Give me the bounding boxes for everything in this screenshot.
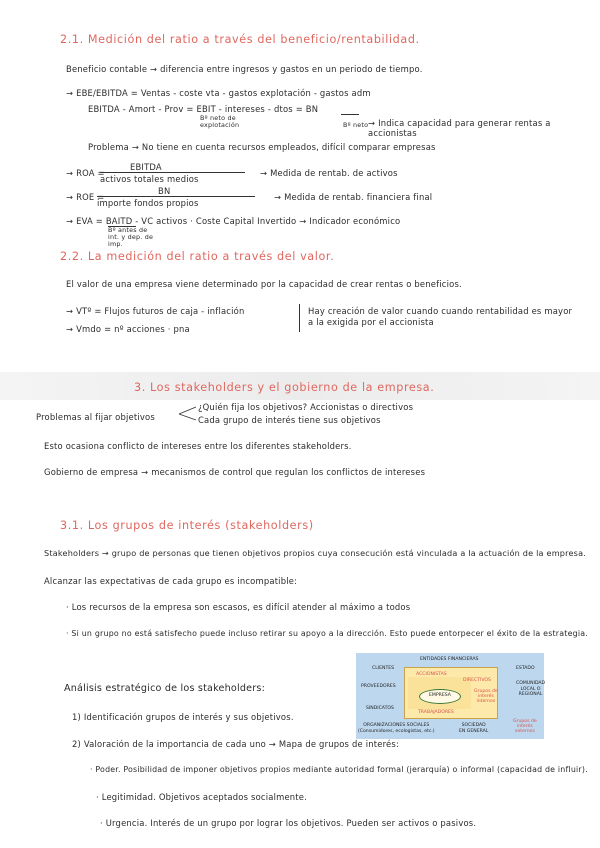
ebitda-formula: EBITDA - Amort - Prov = EBIT - intereses - dtos = BN — [88, 104, 319, 114]
bullet-satisfecho: · Si un grupo no está satisfecho puede incluso retirar su apoyo a la dirección. Esto puede entorpecer el éxito de la estrategia. — [66, 629, 588, 638]
stakeholders-definition: Stakeholders → grupo de personas que tienen objetivos propios cuya consecución está vinculada a la actuación de la empresa. — [44, 548, 587, 558]
diagram-comunidad: COMUNIDAD LOCAL O REGIONAL — [516, 681, 546, 697]
branch-arrow-icon — [178, 403, 200, 423]
section-2-2-title: 2.2. La medición del ratio a través del valor. — [60, 250, 335, 263]
roa-denominator: activos totales medios — [100, 174, 199, 184]
valor-line: El valor de una empresa viene determinado por la capacidad de crear rentas o beneficios. — [66, 279, 462, 289]
problemas-fijar: Problemas al fijar objetivos — [36, 412, 155, 422]
roa-desc: → Medida de rentab. de activos — [260, 168, 398, 178]
section-2-1-title: 2.1. Medición del ratio a través del beneficio/rentabilidad. — [60, 33, 420, 46]
diagram-grupos-internos: Grupos de interés internos — [474, 689, 498, 705]
bullet-recursos: · Los recursos de la empresa son escasos, es difícil atender al máximo a todos — [66, 602, 411, 612]
roe-desc: → Medida de rentab. financiera final — [274, 192, 433, 202]
roa-numerator: EBITDA — [130, 162, 162, 172]
eva-formula: → EVA = BAITD - VC activos · Coste Capital Invertido → Indicador económico — [66, 216, 401, 226]
bullet-legitimidad: · Legitimidad. Objetivos aceptados socialmente. — [96, 792, 308, 802]
section-3-1-title: 3.1. Los grupos de interés (stakeholders) — [60, 519, 314, 532]
hay-creacion: Hay creación de valor cuando cuando rentabilidad es mayor a la exigida por el accionista — [308, 306, 573, 327]
diagram-grupos-externos: Grupos de interés externos — [513, 719, 537, 735]
diagram-entidades: ENTIDADES FINANCIERAS — [420, 657, 479, 662]
analisis-title: Análisis estratégico de los stakeholders: — [64, 683, 266, 694]
eva-note: Bº antes de int. y dep. de imp. — [108, 226, 154, 248]
step-2: 2) Valoración de la importancia de cada uno → Mapa de grupos de interés: — [72, 739, 399, 749]
ebe-formula: → EBE/EBITDA = Ventas - coste vta - gastos explotación - gastos adm — [66, 88, 371, 98]
diagram-clientes: CLIENTES — [372, 666, 395, 671]
diagram-estado: ESTADO — [516, 666, 535, 671]
gobierno-empresa: Gobierno de empresa → mecanismos de control que regulan los conflictos de intereses — [44, 467, 426, 477]
diagram-sindicatos: SINDICATOS — [366, 706, 394, 711]
diagram-directivos: DIRECTIVOS — [463, 678, 491, 683]
diagram-accionistas: ACCIONISTAS — [416, 672, 447, 677]
alcanzar-line: Alcanzar las expectativas de cada grupo es incompatible: — [44, 576, 298, 586]
vt-formula: → VTº = Flujos futuros de caja - inflación — [66, 306, 245, 316]
step-1: 1) Identificación grupos de interés y sus objetivos. — [72, 712, 294, 722]
divider-bar — [299, 304, 300, 332]
roa-label: → ROA = — [66, 168, 105, 178]
roe-label: → ROE = — [66, 192, 105, 202]
bullet-urgencia: · Urgencia. Interés de un grupo por lograr los objetivos. Pueden ser activos o pasivos. — [100, 818, 477, 828]
bn-indica: → Indica capacidad para generar rentas a accionistas — [368, 118, 551, 138]
roe-denominator: importe fondos propios — [97, 198, 199, 208]
diagram-empresa: EMPRESA — [429, 693, 451, 698]
diagram-trabajadores: TRABAJADORES — [418, 710, 454, 715]
diagram-sociedad: SOCIEDAD EN GENERAL — [459, 723, 489, 734]
bullet-poder: · Poder. Posibilidad de imponer objetivos propios mediante autoridad formal (jerarquía) o informal (capacidad de influir). — [90, 765, 588, 774]
cada-grupo: Cada grupo de interés tiene sus objetivos — [198, 415, 381, 425]
vmdo-formula: → Vmdo = nº acciones · pna — [66, 324, 190, 334]
bn-note: Bº neto — [343, 121, 369, 129]
section-3-title: 3. Los stakeholders y el gobierno de la empresa. — [134, 381, 435, 394]
diagram-proveedores: PROVEEDORES — [361, 684, 396, 689]
roe-fraction-line — [97, 196, 255, 197]
beneficio-contable-line: Beneficio contable → diferencia entre ingresos y gastos en un periodo de tiempo. — [66, 64, 423, 74]
bn-underline — [341, 114, 359, 115]
question-who: ¿Quién fija los objetivos? Accionistas o directivos — [198, 402, 414, 412]
roe-numerator: BN — [158, 186, 171, 196]
problema-line: Problema → No tiene en cuenta recursos empleados, difícil comparar empresas — [88, 142, 436, 152]
esto-ocasiona: Esto ocasiona conflicto de intereses entre los diferentes stakeholders. — [44, 441, 352, 451]
roa-fraction-line — [100, 172, 245, 173]
diagram-organizaciones: ORGANIZACIONES SOCIALES (Consumidores, ecologistas, etc.) — [358, 723, 435, 734]
explotacion-note: Bº neto de explotación — [200, 114, 240, 129]
stakeholder-map-diagram — [356, 653, 544, 739]
